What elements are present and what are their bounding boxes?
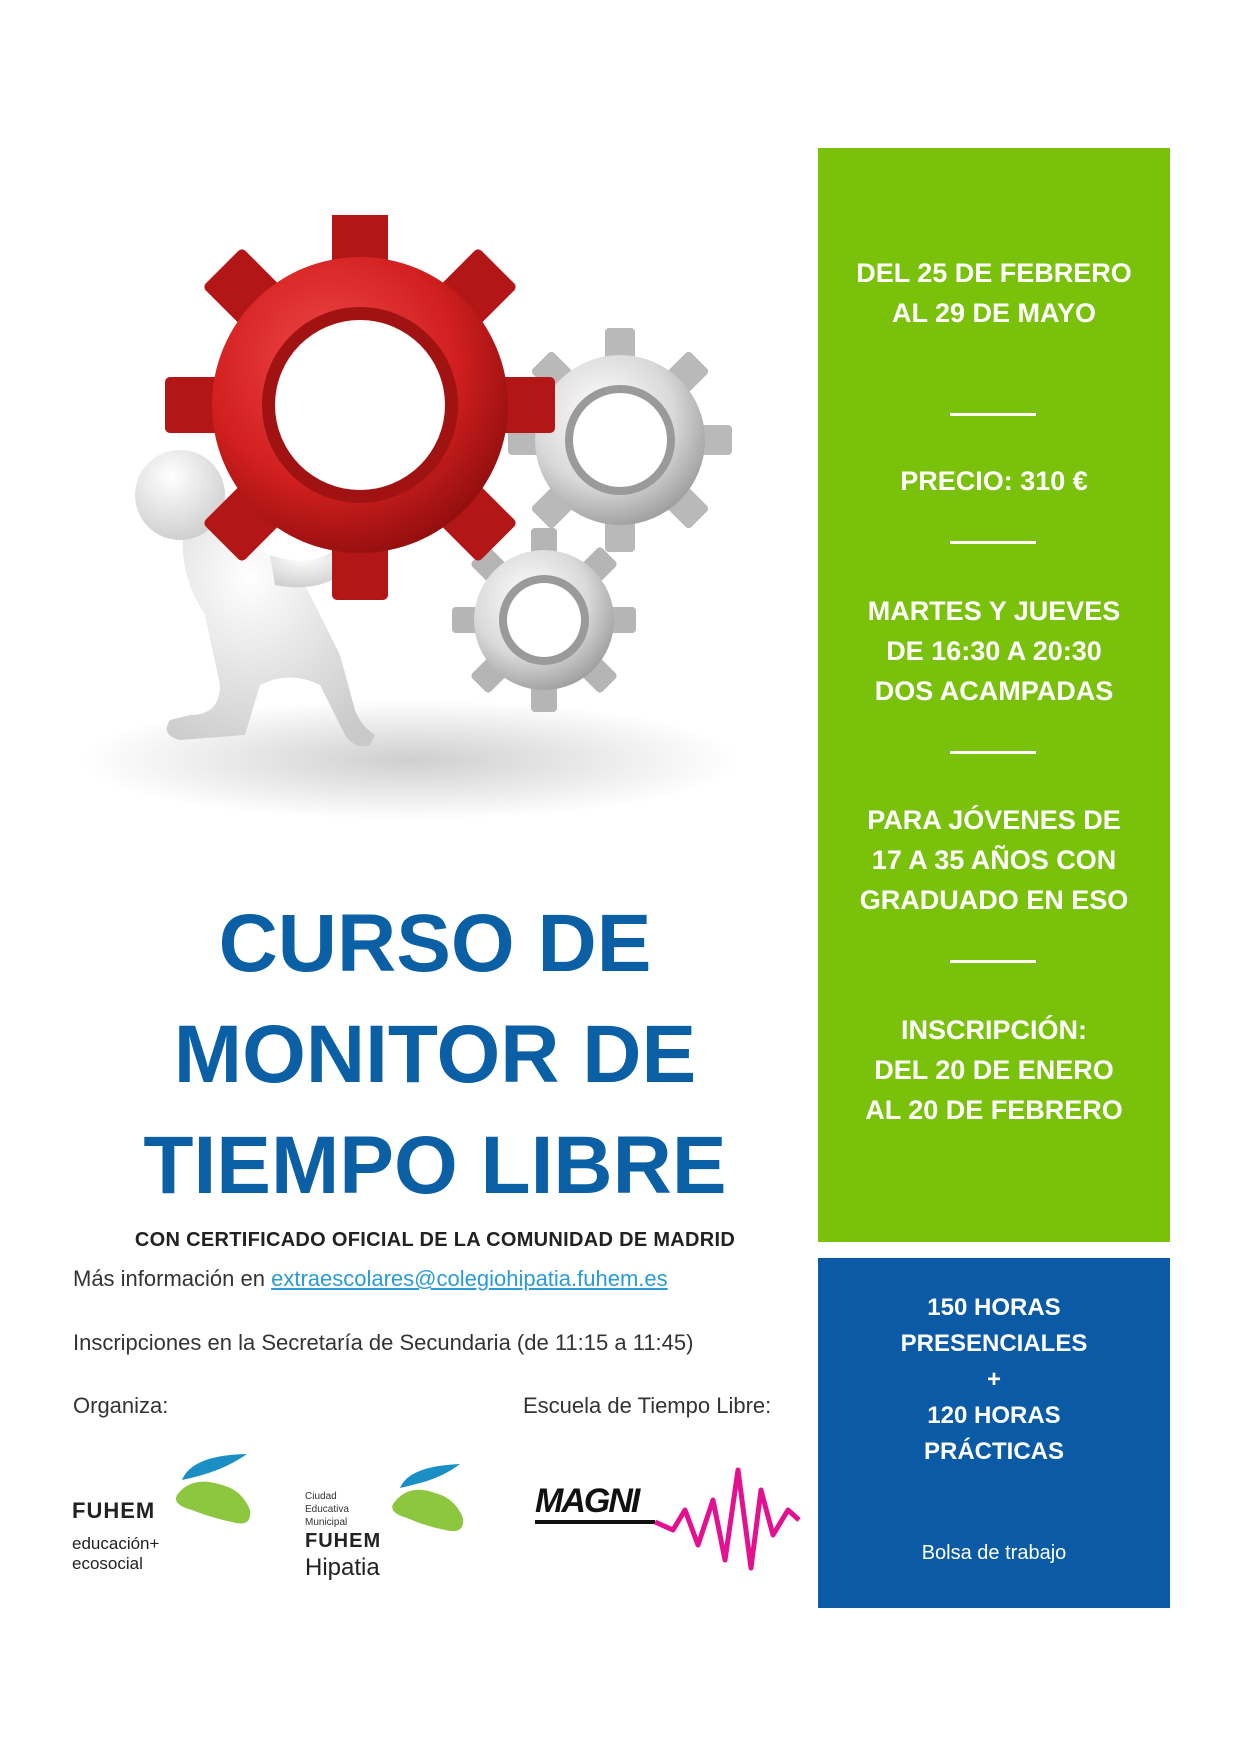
audience-block [818, 800, 1170, 920]
hours-line-5: PRÁCTICAS [923, 1438, 1064, 1465]
inscriptions-line: Inscripciones en la Secretaría de Secundaria (de 11:15 a 11:45) [73, 1330, 694, 1355]
fuhem-tagline-2: ecosocial [72, 1554, 143, 1573]
course-details-panel [818, 148, 1170, 1242]
fuhem-tagline-1: educación+ [72, 1534, 160, 1553]
dates-line-2: AL 29 DE MAYO [891, 298, 1097, 328]
organiza-label: Organiza: [73, 1393, 169, 1418]
registration-block [818, 1010, 1170, 1130]
audience-line-3: GRADUADO EN ESO [859, 885, 1129, 915]
title-line-2: MONITOR DE [173, 1009, 697, 1100]
schedule-block [818, 591, 1170, 711]
hipatia-word: Hipatia [305, 1554, 380, 1581]
hipatia-small-2: Educativa [305, 1504, 349, 1515]
red-gear [165, 215, 555, 600]
escuela-label: Escuela de Tiempo Libre: [523, 1393, 772, 1418]
more-info-line [73, 1266, 668, 1292]
dates-line-1: DEL 25 DE FEBRERO [856, 258, 1132, 288]
fuhem-logo [72, 1450, 262, 1590]
schedule-line-3: DOS ACAMPADAS [874, 676, 1114, 706]
price: PRECIO: 310 € [900, 466, 1088, 496]
hours-line-1: 150 HORAS [927, 1294, 1061, 1321]
divider [950, 751, 1036, 754]
schedule-line-1: MARTES Y JUEVES [867, 596, 1121, 626]
hours-line-3: + [986, 1366, 1001, 1393]
hours-line-2: PRESENCIALES [900, 1330, 1088, 1357]
audience-line-2: 17 A 35 AÑOS CON [871, 845, 1117, 875]
course-title [60, 888, 810, 1221]
gears-illustration [70, 215, 780, 855]
divider [950, 413, 1036, 416]
magni-wave-icon [533, 1450, 803, 1580]
audience-line-1: PARA JÓVENES DE [867, 805, 1121, 835]
hipatia-logo [305, 1460, 475, 1600]
title-line-1: CURSO DE [218, 898, 652, 989]
registration-line-3: AL 20 DE FEBRERO [865, 1095, 1123, 1125]
registration-line-1: INSCRIPCIÓN: [900, 1015, 1087, 1045]
schedule-line-2: DE 16:30 A 20:30 [886, 636, 1102, 666]
certificate-subtitle: CON CERTIFICADO OFICIAL DE LA COMUNIDAD DE MADRID [134, 1229, 736, 1251]
magni-logo [533, 1450, 803, 1580]
hours-block [818, 1290, 1170, 1470]
hours-panel [818, 1258, 1170, 1608]
dates-block [818, 253, 1170, 333]
title-line-3: TIEMPO LIBRE [143, 1120, 727, 1211]
hipatia-fuhem: FUHEM [305, 1530, 382, 1552]
divider [950, 541, 1036, 544]
hours-line-4: 120 HORAS [927, 1402, 1061, 1429]
email-link[interactable]: extraescolares@colegiohipatia.fuhem.es [271, 1266, 668, 1291]
divider [950, 960, 1036, 963]
job-pool-note: Bolsa de trabajo [921, 1542, 1067, 1564]
fuhem-name: FUHEM [72, 1498, 156, 1523]
hipatia-small-1: Ciudad [305, 1491, 337, 1502]
magni-name: MAGNI [535, 1482, 639, 1520]
more-info-prefix: Más información en [73, 1266, 272, 1291]
registration-line-2: DEL 20 DE ENERO [874, 1055, 1114, 1085]
hipatia-small-3: Municipal [305, 1517, 348, 1528]
silver-gear-large [508, 328, 732, 552]
